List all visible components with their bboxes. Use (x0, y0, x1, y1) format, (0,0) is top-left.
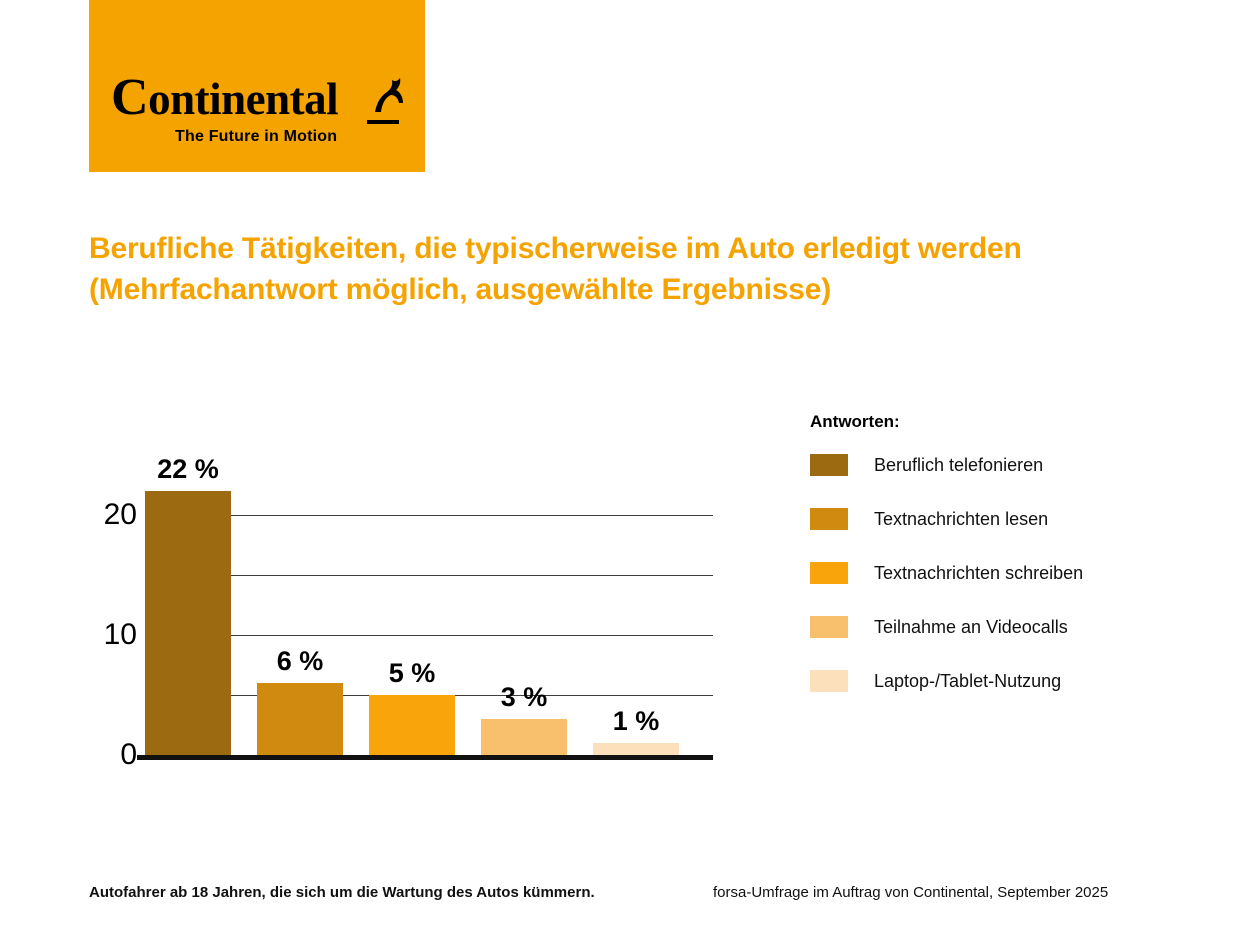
legend-item-2[interactable] (810, 562, 1210, 584)
footnote-sample-description: Autofahrer ab 18 Jahren, die sich um die Wartung des Autos kümmern. (89, 884, 595, 901)
legend-item-0[interactable] (810, 454, 1210, 476)
chart-legend (810, 412, 1210, 724)
legend-label-0: Beruflich telefonieren (874, 454, 1044, 475)
horse-icon (367, 72, 407, 116)
bar-value-0: 22 % (157, 454, 219, 484)
bar-value-2: 5 % (388, 658, 436, 688)
bar-series (145, 455, 713, 755)
legend-label-2: Textnachrichten schreiben (874, 562, 1084, 583)
legend-item-1[interactable] (810, 508, 1210, 530)
chart-plot-area (89, 455, 729, 775)
logo-wordmark (111, 69, 339, 126)
legend-swatch-4 (810, 670, 848, 692)
legend-swatch-3 (810, 616, 848, 638)
page-title: Berufliche Tätigkeiten, die typischerweise im Auto erledigt werden (Mehrfachantwort möglich, ausgewählte Ergebnisse) (89, 232, 1022, 307)
y-axis (89, 455, 137, 771)
logo-underline (367, 120, 399, 124)
bar-rect-4[interactable] (593, 743, 679, 755)
legend-label-3: Teilnahme an Videocalls (874, 616, 1068, 637)
continental-logo (89, 0, 425, 172)
bar-rect-3[interactable] (481, 719, 567, 755)
y-tick-20: 20 (103, 498, 137, 531)
legend-item-3[interactable] (810, 616, 1210, 638)
bar-rect-1[interactable] (257, 683, 343, 755)
bar-value-3: 3 % (500, 682, 548, 712)
legend-swatch-1 (810, 508, 848, 530)
logo-tagline: The Future in Motion (175, 128, 338, 145)
logo-letter-c: C (111, 69, 149, 126)
y-tick-10: 10 (103, 618, 137, 651)
y-tick-0: 0 (120, 738, 137, 771)
bar-value-4: 1 % (612, 706, 660, 736)
logo-wordmark-rest: ontinental (148, 74, 339, 124)
bar-value-1: 6 % (276, 646, 324, 676)
legend-item-4[interactable] (810, 670, 1210, 692)
legend-heading: Antworten: (810, 412, 900, 431)
footnote-source: forsa-Umfrage im Auftrag von Continental, September 2025 (713, 884, 1109, 901)
legend-swatch-0 (810, 454, 848, 476)
x-axis-baseline (137, 755, 713, 760)
legend-label-4: Laptop-/Tablet-Nutzung (874, 670, 1062, 691)
bar-rect-0[interactable] (145, 491, 231, 755)
legend-label-1: Textnachrichten lesen (874, 508, 1049, 529)
legend-swatch-2 (810, 562, 848, 584)
bar-rect-2[interactable] (369, 695, 455, 755)
